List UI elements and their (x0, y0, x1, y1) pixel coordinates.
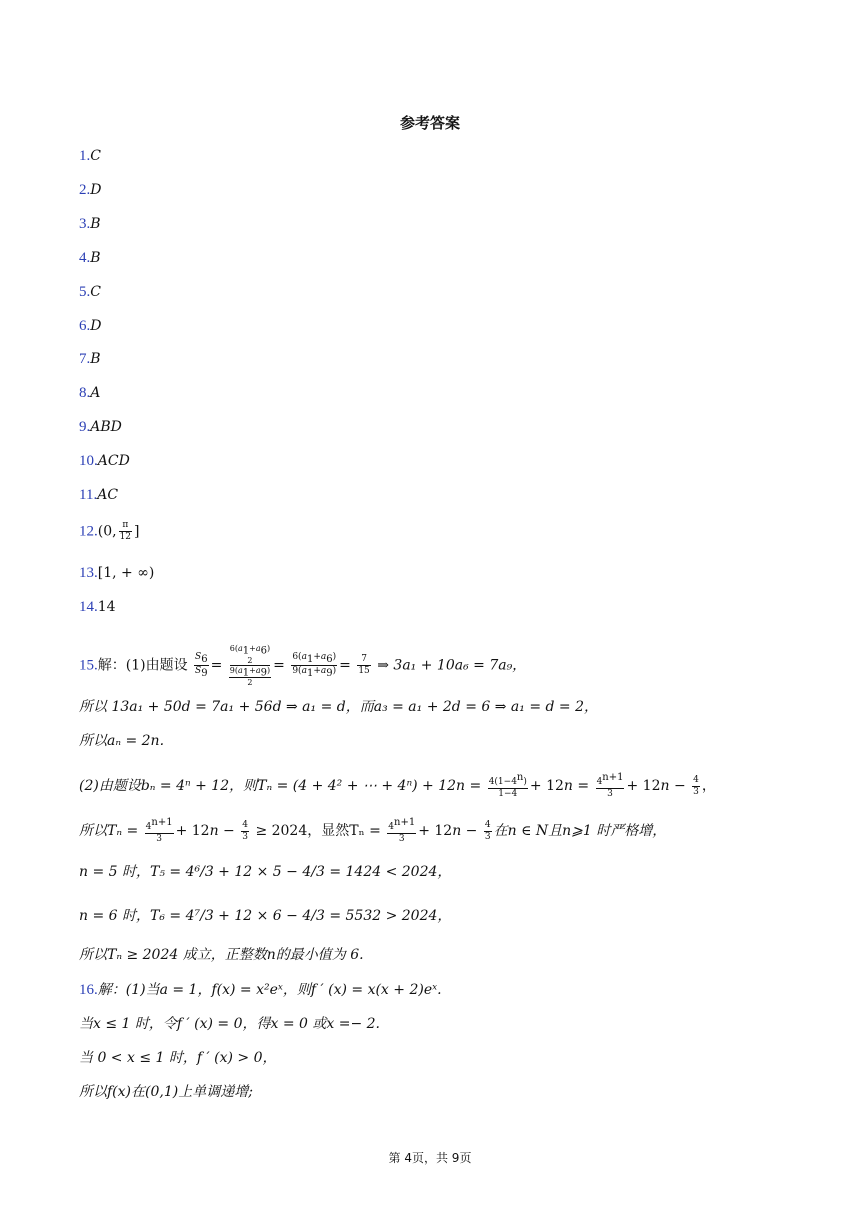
page-footer: 第 4页，共 9页 (388, 1151, 472, 1165)
answer-12: 12.(0, $\frac{\pi}{12}$ ] (79, 520, 140, 542)
answer-1: 1.C (79, 148, 101, 164)
answer-11: 11.AC (79, 487, 119, 503)
q15-line-4: (2)由题设bₙ = 4ⁿ + 12，则Tₙ = (4 + 4² + ⋯ + 4ⁿ) + 12n = $\frac{4(1-4^n)}{1-4}$ + 12n = $\frac{4^{n+1}}{3}$ + 12n − $\frac{4}{3}$ ， (79, 772, 716, 799)
answer-13: 13.[1, + ∞) (79, 565, 155, 581)
answer-6: 6.D (79, 318, 102, 334)
q15-line-5: 所以Tₙ = $\frac{4^{n+1}}{3}$ + 12n − $\frac{4}{3}$ ≥ 2024，显然Tₙ = $\frac{4^{n+1}}{3}$ + 12n − $\frac{4}{3}$ 在n ∈ N且n⩾1 时严格增， (79, 817, 667, 844)
answer-9: 9.ABD (79, 419, 122, 435)
q15-line-1: 15.解：(1)由题设 $\frac{S_6}{S_9}$ = $6(a_1+a_6)$ 2 $9(a_1+a_9)$ 2 = $\frac{6(a_1+a_6)}{9(a_1+a_9)}$ = $\frac{7}{15}$ ⇒ 3a₁ + 10a₆ = 7a₉， (79, 644, 527, 688)
q16-line-4: 所以f(x)在(0,1)上单调递增; (79, 1084, 253, 1100)
answer-4: 4.B (79, 250, 101, 266)
q15-line-6: n = 5 时，T₅ = 4⁶/3 + 12 × 5 − 4/3 = 1424 < 2024， (79, 864, 452, 880)
answer-14: 14.14 (79, 599, 116, 615)
answer-2: 2.D (79, 182, 102, 198)
q15-line-2: 所以 13a₁ + 50d = 7a₁ + 56d ⇒ a₁ = d，而a₃ = a₁ + 2d = 6 ⇒ a₁ = d = 2， (79, 699, 599, 715)
answer-10: 10.ACD (79, 453, 130, 469)
page-title: 参考答案 (399, 114, 460, 132)
q15-line-3: 所以aₙ = 2n. (79, 733, 165, 749)
q16-line-3: 当 0 < x ≤ 1 时，f ′ (x) > 0， (79, 1050, 277, 1066)
q16-line-2: 当x ≤ 1 时，令f ′ (x) = 0，得x = 0 或x =− 2. (79, 1016, 380, 1032)
answer-5: 5.C (79, 284, 101, 300)
answer-8: 8.A (79, 385, 101, 401)
q15-line-7: n = 6 时，T₆ = 4⁷/3 + 12 × 6 − 4/3 = 5532 > 2024， (79, 908, 452, 924)
q15-line-8: 所以Tₙ ≥ 2024 成立，正整数n的最小值为 6. (79, 947, 364, 963)
q16-line-1: 16.解：(1)当a = 1，f(x) = x²eˣ，则f ′ (x) = x(x + 2)eˣ. (79, 982, 442, 998)
answer-3: 3.B (79, 216, 101, 232)
answer-7: 7.B (79, 351, 101, 367)
